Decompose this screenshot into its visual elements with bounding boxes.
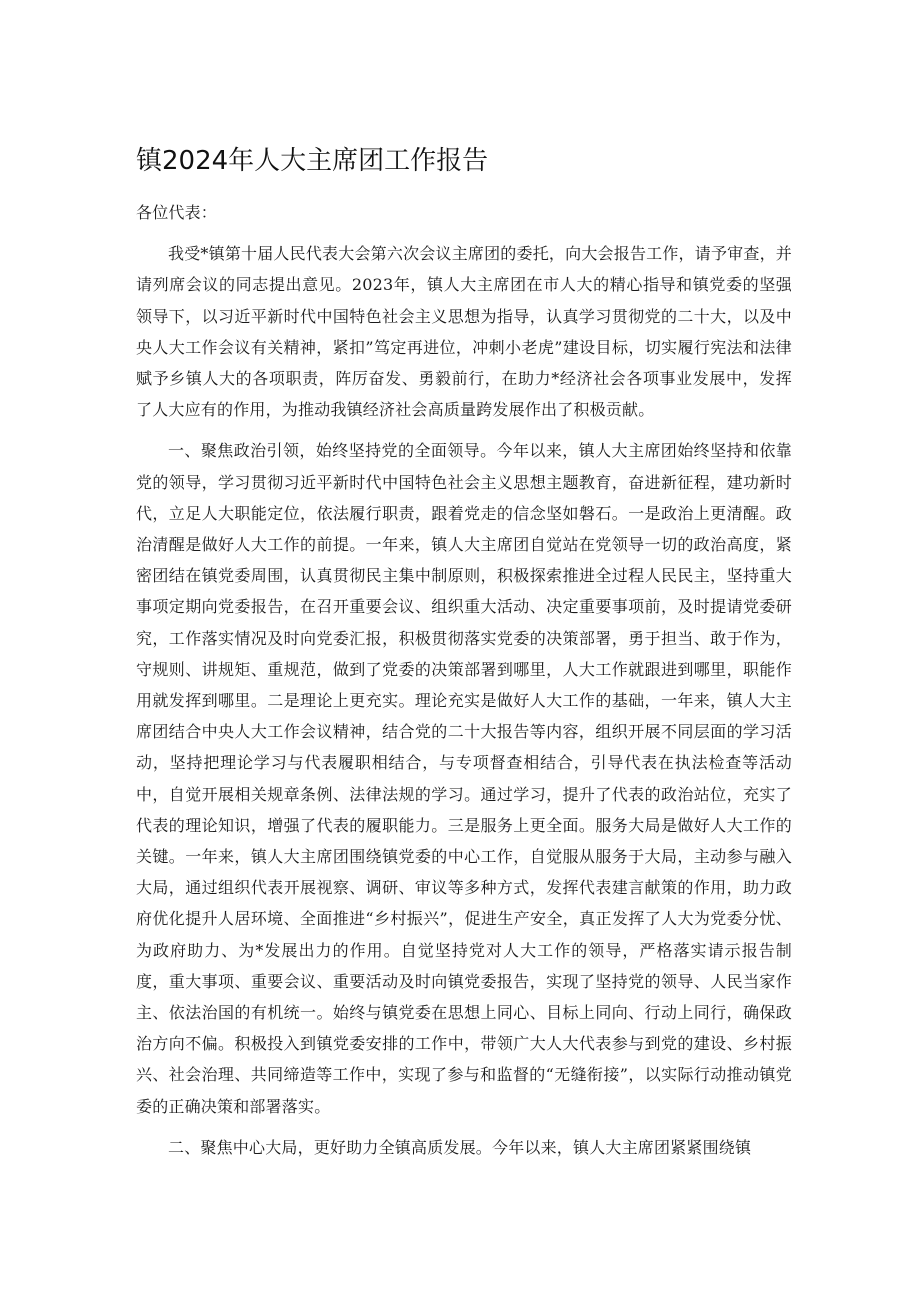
salutation: 各位代表： [136,203,218,222]
document-body [136,197,792,1173]
paragraph-section-1: 一、聚焦政治引领，始终坚持党的全面领导。今年以来，镇人大主席团始终坚持和依靠党的领导，学习贯彻习近平新时代中国特色社会主义思想主题教育，奋进新征程，建功新时代，立足人大职能定位，依法履行职责，跟着党走的信念坚如磐石。一是政治上更清醒。政治清醒是做好人大工作的前提。一年来，镇人大主席团自觉站在党领导一切的政治高度，紧密团结在镇党委周围，认真贯彻民主集中制原则，积极探索推进全过程人民民主，坚持重大事项定期向党委报告，在召开重要会议、组织重大活动、决定重要事项前，及时提请党委研究，工作落实情况及时向党委汇报，积极贯彻落实党委的决策部署，勇于担当、敢于作为，守规则、讲规矩、重规范，做到了党委的决策部署到哪里，人大工作就跟进到哪里，职能作用就发挥到哪里。二是理论上更充实。理论充实是做好人大工作的基础，一年来，镇人大主席团结合中央人大工作会议精神，结合党的二十大报告等内容，组织开展不同层面的学习活动，坚持把理论学习与代表履职相结合，与专项督查相结合，引导代表在执法检查等活动中，自觉开展相关规章条例、法律法规的学习。通过学习，提升了代表的政治站位，充实了代表的理论知识，增强了代表的履职能力。三是服务上更全面。服务大局是做好人大工作的关键。一年来，镇人大主席团围绕镇党委的中心工作，自觉服从服务于大局，主动参与融入大局，通过组织代表开展视察、调研、审议等多种方式，发挥代表建言献策的作用，助力政府优化提升人居环境、全面推进“乡村振兴”，促进生产安全，真正发挥了人大为党委分忧、为政府助力、为*发展出力的作用。自觉坚持党对人大工作的领导，严格落实请示报告制度，重大事项、重要会议、重要活动及时向镇党委报告，实现了坚持党的领导、人民当家作主、依法治国的有机统一。始终与镇党委在思想上同心、目标上同向、行动上同行，确保政治方向不偏。积极投入到镇党委安排的工作中，带领广大人大代表参与到党的建设、乡村振兴、社会治理、共同缔造等工作中，实现了参与和监督的“无缝衔接”，以实际行动推动镇党委的正确决策和部署落实。 [136,441,792,1116]
paragraph-intro: 我受*镇第十届人民代表大会第六次会议主席团的委托，向大会报告工作，请予审查，并请列席会议的同志提出意见。2023年，镇人大主席团在市人大的精心指导和镇党委的坚强领导下，以习近平新时代中国特色社会主义思想为指导，认真学习贯彻党的二十大，以及中央人大工作会议有关精神，紧扣”笃定再进位，冲刺小老虎”建设目标，切实履行宪法和法律赋予乡镇人大的各项职责，阵厉奋发、勇毅前行，在助力*经济社会各项事业发展中，发挥了人大应有的作用，为推动我镇经济社会高质量跨发展作出了积极贡献。 [136,244,792,420]
paragraph-section-2: 二、聚焦中心大局，更好助力全镇高质发展。今年以来，镇人大主席团紧紧围绕镇 [168,1137,752,1157]
document-title: 镇2024年人大主席团工作报告 [136,146,489,176]
